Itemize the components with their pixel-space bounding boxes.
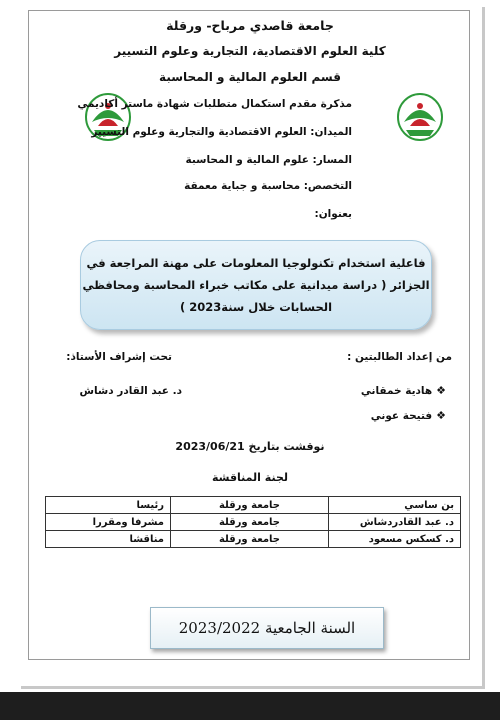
committee-label: لجنة المناقشة [211, 471, 288, 484]
title-label: بعنوان: [314, 208, 352, 220]
student-2 [371, 409, 446, 422]
university-logo-right [396, 92, 444, 142]
track-line: المسار: علوم المالية و المحاسبة [185, 154, 352, 166]
committee-name: د. كسكس مسعود [329, 531, 461, 548]
committee-university: جامعة ورقلة [171, 514, 329, 531]
bullet-icon: ❖ [436, 409, 446, 422]
thesis-title-box [80, 240, 432, 330]
department-name: قسم العلوم المالية و المحاسبة [159, 70, 341, 84]
supervision-label: تحت إشراف الأستاذ: [66, 351, 172, 363]
viewer-bottom-bar [0, 692, 500, 720]
student-2-name: فتيحة عوني [370, 409, 433, 422]
thesis-title-line-3: الحسابات خلال سنة2023 ) [179, 300, 333, 314]
committee-role: مناقشا [46, 531, 171, 548]
committee-university: جامعة ورقلة [171, 497, 329, 514]
bullet-icon: ❖ [436, 384, 446, 397]
committee-name: بن ساسي [329, 497, 461, 514]
student-1 [361, 384, 446, 397]
student-1-name: هادية خمقاني [360, 384, 433, 397]
committee-name: د. عبد القادردشاش [329, 514, 461, 531]
committee-university: جامعة ورقلة [171, 531, 329, 548]
table-row [46, 514, 461, 531]
thesis-title-line-2: الجزائر ( دراسة ميدانية على مكاتب خبراء المحاسبة ومحافظي [82, 278, 430, 292]
faculty-name: كلية العلوم الاقتصادية، التجارية وعلوم التسيير [114, 44, 386, 58]
thesis-title-line-1: فاعلية استخدام تكنولوجيا المعلومات على مهنة المراجعة في [86, 256, 426, 270]
committee-role: مشرفا ومقررا [46, 514, 171, 531]
specialty-line: التخصص: محاسبة و جباية معمقة [184, 180, 352, 192]
document-page [18, 4, 482, 686]
table-row [46, 497, 461, 514]
supervisor-name: د. عبد القادر دشاش [79, 385, 182, 397]
table-row [46, 531, 461, 548]
thesis-statement: مذكرة مقدم استكمال متطلبات شهادة ماستر أكاديمي [77, 98, 352, 110]
university-name: جامعة قاصدي مرباح- ورقلة [166, 18, 334, 33]
discussion-date: نوقشت بتاريخ 2023/06/21 [175, 440, 325, 453]
prepared-by-label: من إعداد الطالبتين : [347, 351, 452, 363]
committee-table [45, 496, 461, 548]
field-line: الميدان: العلوم الاقتصادية والتجارية وعلوم التسيير [91, 126, 352, 138]
committee-role: رئيسا [46, 497, 171, 514]
academic-year-box: السنة الجامعية 2023/2022 [150, 607, 384, 649]
